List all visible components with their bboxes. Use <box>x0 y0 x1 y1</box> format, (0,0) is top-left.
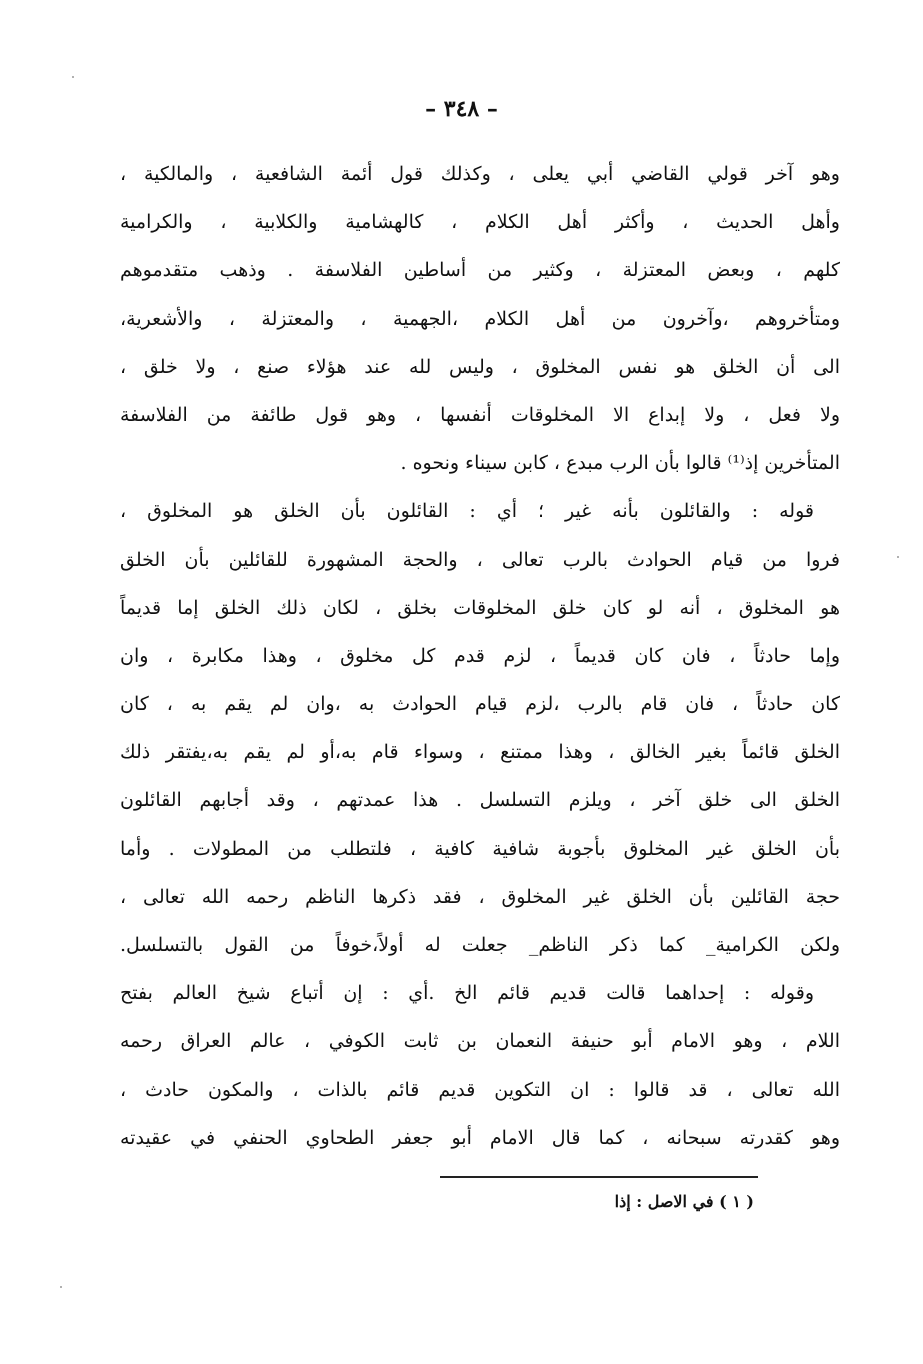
scan-speck <box>60 1286 62 1288</box>
text-line: الله تعالى ، قد قالوا : ان التكوين قديم قائم بالذات ، والمكون حادث ، <box>120 1078 840 1101</box>
text-line: فروا من قيام الحوادث بالرب تعالى ، والحجة المشهورة للقائلين بأن الخلق <box>120 548 840 571</box>
text-line: الى أن الخلق هو نفس المخلوق ، وليس لله عند هؤلاء صنع ، ولا خلق ، <box>120 355 840 378</box>
text-line: بأن الخلق غير المخلوق بأجوبة شافية كافية ، فلتطلب من المطولات . وأما <box>120 837 840 860</box>
scan-speck <box>72 76 74 78</box>
text-line: كلهم ، وبعض المعتزلة ، وكثير من أساطين الفلاسفة . وذهب متقدموهم <box>120 259 840 282</box>
text-line: وهو كقدرته سبحانه ، كما قال الامام أبو جعفر الطحاوي الحنفي في عقيدته <box>120 1126 840 1149</box>
text-line: وقوله : إحداهما قالت قديم قائم الخ .أي : إن أتباع شيخ العالم بفتح <box>120 982 814 1005</box>
footnote-separator <box>440 1176 758 1178</box>
text-line: وهو آخر قولي القاضي أبي يعلى ، وكذلك قول أئمة الشافعية ، والمالكية ، <box>120 163 840 185</box>
text-line: وإما حادثاً ، فان كان قديماً ، لزم قدم كل مخلوق ، وهذا مكابرة ، وان <box>120 644 840 667</box>
text-line: حجة القائلين بأن الخلق غير المخلوق ، فقد ذكرها الناظم رحمه الله تعالى ، <box>120 885 840 908</box>
text-line: الخلق قائماً بغير الخالق ، وهذا ممتنع ، وسواء قام به،أو لم يقم به،يفتقر ذلك <box>120 741 840 764</box>
text-line: قوله : والقائلون بأنه غير ؛ أي : القائلون بأن الخلق هو المخلوق ، <box>120 500 814 523</box>
scan-speck <box>897 556 899 558</box>
text-line: ولكن الكرامية_ كما ذكر الناظم_ جعلت له أولاً،خوفاً من القول بالتسلسل. <box>120 934 840 956</box>
body-text <box>120 150 840 1162</box>
text-line: وأهل الحديث ، وأكثر أهل الكلام ، كالهشامية والكلابية ، والكرامية <box>120 211 840 234</box>
footnote: ( ١ ) في الاصل : إذا <box>614 1192 754 1211</box>
text-line: ولا فعل ، ولا إبداع الا المخلوقات أنفسها ، وهو قول طائفة من الفلاسفة <box>120 403 840 426</box>
text-line: ومتأخروهم ،وآخرون من أهل الكلام ،الجهمية ، والمعتزلة ، والأشعرية، <box>120 307 840 330</box>
text-line: المتأخرين إذ⁽¹⁾ قالوا بأن الرب مبدع ، كابن سيناء ونحوه . <box>400 452 840 475</box>
text-line: اللام ، وهو الامام أبو حنيفة النعمان بن ثابت الكوفي ، عالم العراق رحمه <box>120 1030 840 1053</box>
page-number: – ٣٤٨ – <box>425 96 498 122</box>
text-line: كان حادثاً ، فان قام بالرب ،لزم قيام الحوادث به ،وان لم يقم به ، كان <box>120 693 840 716</box>
text-line: هو المخلوق ، أنه لو كان خلق المخلوقات بخلق ، لكان ذلك الخلق إما قديماً <box>120 596 840 619</box>
text-line: الخلق الى خلق آخر ، ويلزم التسلسل . هذا عمدتهم ، وقد أجابهم القائلون <box>120 789 840 812</box>
